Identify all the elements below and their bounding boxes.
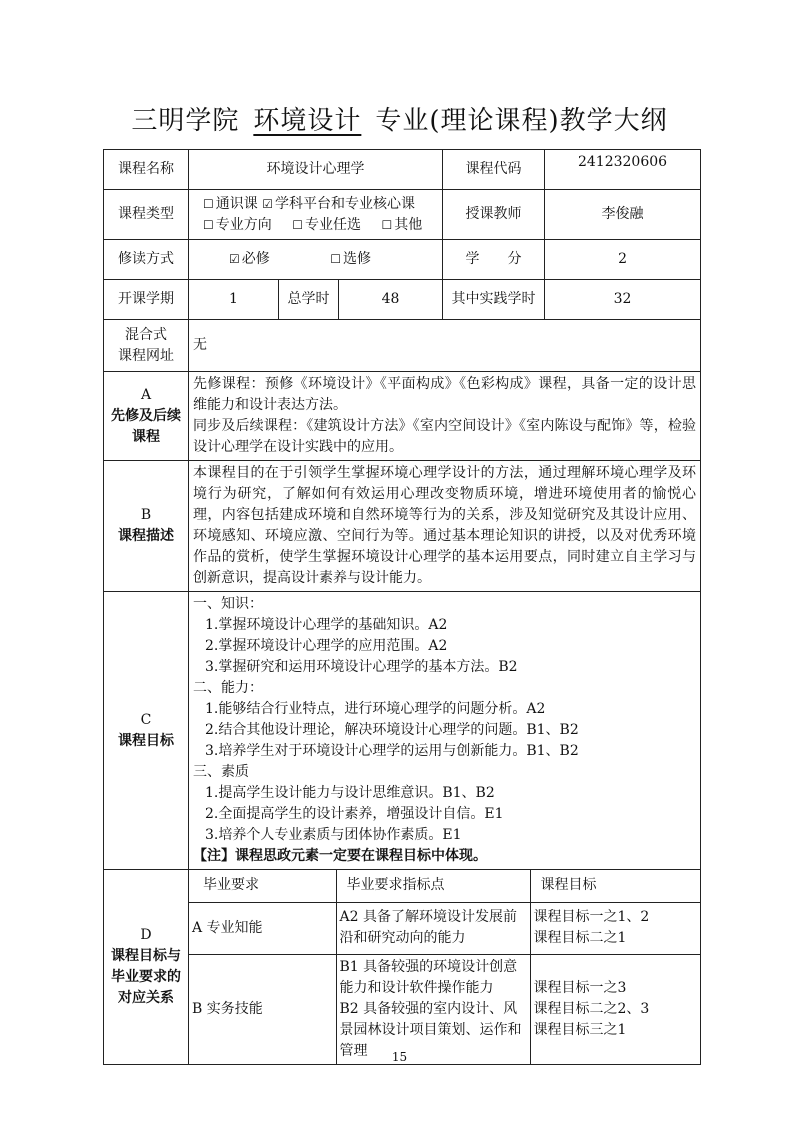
semester-label: 开课学期 (104, 280, 189, 320)
mapping-table (189, 870, 700, 1064)
checkbox-required[interactable]: ☑ 必修 (229, 251, 270, 267)
indicator-a2: A2 具备了解环境设计发展前沿和研究动向的能力 (336, 902, 530, 954)
teacher-value: 李俊融 (545, 190, 701, 240)
objective-list (193, 594, 696, 846)
total-hours-label: 总学时 (279, 280, 339, 320)
study-mode-options (189, 240, 443, 280)
syllabus-table (103, 149, 701, 1065)
section-d-row (104, 870, 701, 1065)
indicator-b2: B2 具备较强的室内设计、风景园林设计项目策划、运作和管理 (339, 1000, 522, 1059)
credit-value: 2 (545, 240, 701, 280)
page-number: 15 (391, 1050, 408, 1064)
section-b-label: B 课程描述 (104, 461, 189, 592)
section-a-label: A 先修及后续 课程 (104, 372, 189, 461)
course-code-label: 课程代码 (443, 150, 545, 190)
objective-item: 3.培养个人专业素质与团体协作素质。E1 (205, 827, 462, 843)
course-name-value: 环境设计心理学 (189, 150, 443, 190)
checkbox-icon: ☐ (381, 217, 393, 232)
section-c-label: C 课程目标 (104, 592, 189, 870)
checked-checkbox-icon: ☑ (229, 252, 240, 266)
objective-note: 【注】课程思政元素一定要在课程目标中体现。 (193, 848, 487, 864)
section-a-content (189, 372, 701, 461)
requirement-a: A 专业知能 (189, 902, 336, 954)
document-title (0, 100, 799, 137)
semester-value: 1 (189, 280, 279, 320)
course-type-line-2 (203, 215, 438, 236)
mapping-cell (189, 870, 701, 1065)
objective-item: 3.掌握研究和运用环境设计心理学的基本方法。B2 (205, 659, 518, 675)
checkbox-icon: ☐ (203, 217, 214, 232)
title-suffix: 专业(理论课程)教学大纲 (375, 106, 668, 136)
requirement-b: B 实务技能 (189, 954, 336, 1064)
indicator-b (336, 954, 530, 1064)
header-objective: 课程目标 (530, 870, 700, 902)
course-type-label: 课程类型 (104, 190, 189, 240)
objectives-b: 课程目标一之3 课程目标二之2、3 课程目标三之1 (530, 954, 700, 1064)
mapping-row (189, 902, 700, 954)
mixed-url-label: 混合式 课程网址 (104, 320, 189, 372)
objective-item: 1.掌握环境设计心理学的基础知识。A2 (205, 617, 448, 633)
objective-category: 二、能力： (193, 680, 263, 696)
study-mode-row (104, 240, 701, 280)
section-c-row (104, 592, 701, 870)
practice-hours-value: 32 (545, 280, 701, 320)
total-hours-value: 48 (339, 280, 443, 320)
semester-row (104, 280, 701, 320)
study-mode-label: 修读方式 (104, 240, 189, 280)
prerequisite-text: 先修课程：预修《环境设计》《平面构成》《色彩构成》课程，具备一定的设计思维能力和设计表达方法。 (193, 376, 697, 413)
teacher-label: 授课教师 (443, 190, 545, 240)
objective-item: 2.全面提高学生的设计素养，增强设计自信。E1 (205, 806, 504, 822)
checkbox-icon: ☐ (292, 217, 303, 232)
checkbox-icon: ☐ (203, 196, 214, 211)
checkbox-direction[interactable]: ☐ 专业方向 (203, 216, 272, 233)
mixed-url-value: 无 (189, 320, 701, 372)
course-type-row (104, 190, 701, 240)
practice-hours-label: 其中实践学时 (443, 280, 545, 320)
mixed-url-row (104, 320, 701, 372)
checked-checkbox-icon: ☑ (262, 196, 273, 211)
checkbox-general[interactable]: ☐ 通识课 (203, 195, 258, 212)
mapping-row (189, 954, 700, 1064)
course-type-line-1 (203, 194, 438, 215)
objective-item: 1.提高学生设计能力与设计思维意识。B1、B2 (205, 785, 495, 801)
checkbox-elective[interactable]: ☐ 选修 (330, 251, 371, 267)
section-a-row (104, 372, 701, 461)
credit-label: 学 分 (443, 240, 545, 280)
follow-up-text: 同步及后续课程：《建筑设计方法》《室内空间设计》《室内陈设与配饰》等，检验设计心理学在设计实践中的应用。 (193, 418, 697, 455)
section-b-row (104, 461, 701, 592)
indicator-b1: B1 具备较强的环境设计创意能力和设计软件操作能力 (339, 958, 518, 996)
header-indicator: 毕业要求指标点 (336, 870, 530, 902)
course-code-value: 2412320606 (545, 150, 701, 190)
course-type-options (189, 190, 443, 240)
objective-item: 3.培养学生对于环境设计心理学的运用与创新能力。B1、B2 (205, 743, 579, 759)
checkbox-optional[interactable]: ☐ 专业任选 (292, 216, 361, 233)
objective-item: 2.掌握环境设计心理学的应用范围。A2 (205, 638, 448, 654)
objectives-a: 课程目标一之1、2 课程目标二之1 (530, 902, 700, 954)
course-objectives (189, 592, 701, 870)
mapping-header-row (189, 870, 700, 902)
course-name-row (104, 150, 701, 190)
objective-item: 2.结合其他设计理论，解决环境设计心理学的问题。B1、B2 (205, 722, 579, 738)
header-requirement: 毕业要求 (189, 870, 336, 902)
objective-category: 一、知识： (193, 596, 263, 612)
checkbox-icon: ☐ (330, 252, 341, 266)
title-prefix: 三明学院 (131, 106, 240, 136)
objective-category: 三、素质 (193, 764, 249, 780)
checkbox-other[interactable]: ☐ 其他 (381, 216, 423, 233)
section-d-label: D 课程目标与 毕业要求的 对应关系 (104, 870, 189, 1065)
checkbox-core[interactable]: ☑ 学科平台和专业核心课 (262, 195, 415, 212)
course-description: 本课程目的在于引领学生掌握环境心理学设计的方法，通过理解环境心理学及环境行为研究，了解如何有效运用心理改变物质环境，增进环境使用者的愉悦心理，内容包括建成环境和自然环境等行为的关系，涉及知觉研究及其设计应用、环境感知、环境应激、空间行为等。通过基本理论知识的讲授，以及对优秀环境作品的赏析，使学生掌握环境设计心理学的基本运用要点，同时建立自主学习与创新意识，提高设计素养与设计能力。 (189, 461, 701, 592)
objective-item: 1.能够结合行业特点，进行环境心理学的问题分析。A2 (205, 701, 546, 717)
title-major: 环境设计 (253, 106, 362, 136)
course-name-label: 课程名称 (104, 150, 189, 190)
